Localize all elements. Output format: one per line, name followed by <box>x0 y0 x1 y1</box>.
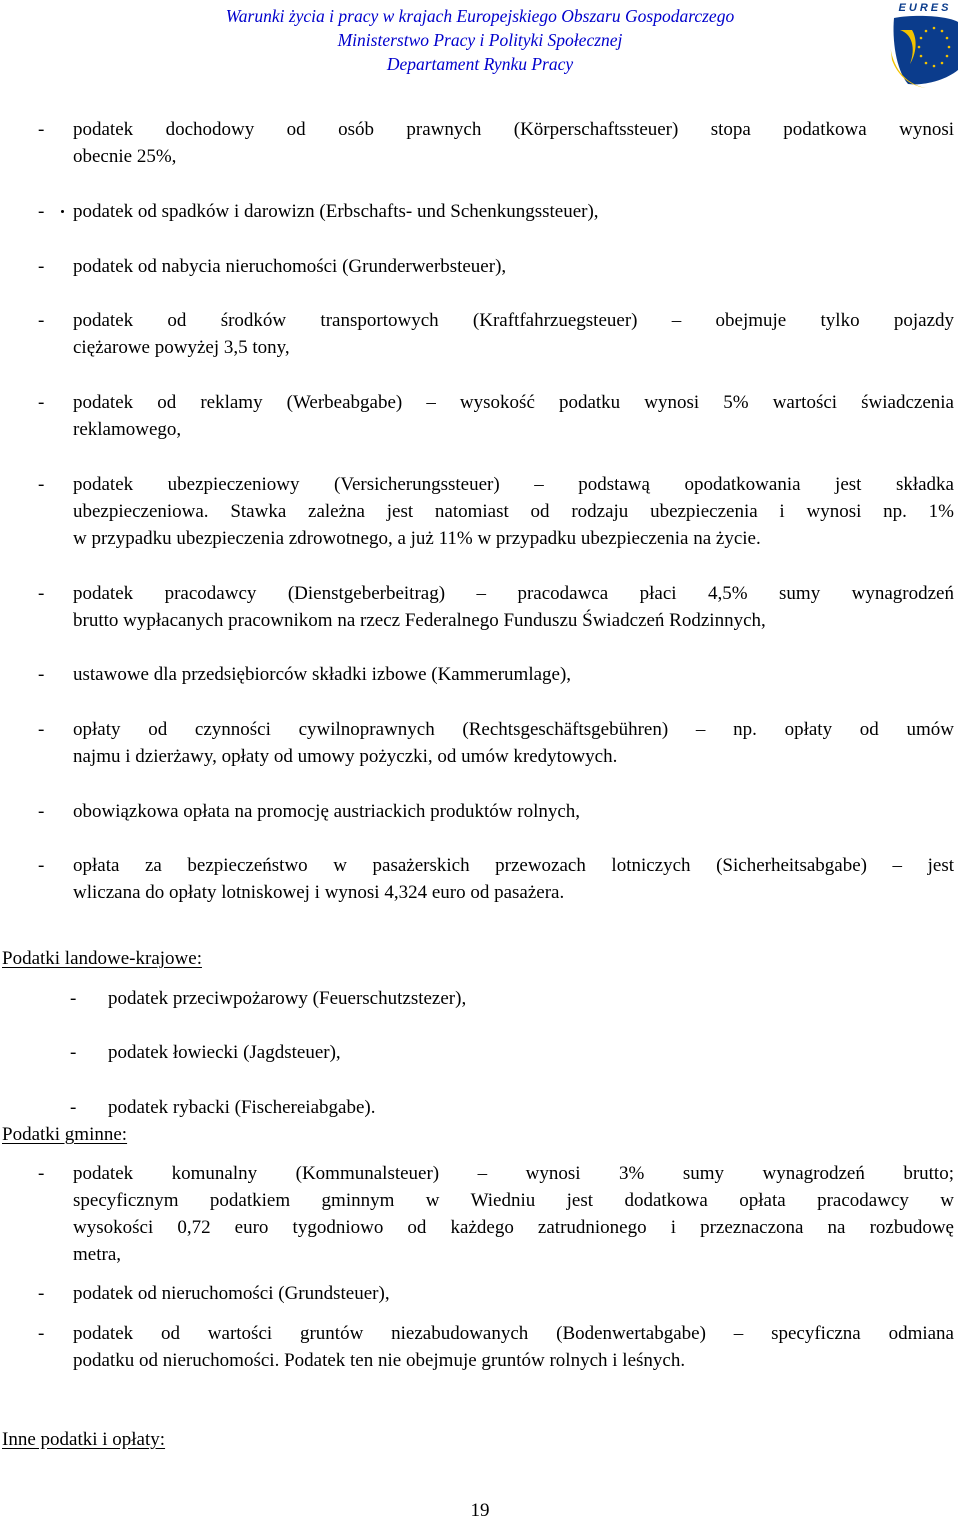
list-dash: - <box>70 988 77 1009</box>
list-line: podatek dochodowy od osób prawnych (Körperschaftssteuer) stopa podatkowa wynosi <box>73 119 954 140</box>
list-line: podatek od reklamy (Werbeabgabe) – wysokość podatku wynosi 5% wartości świadczenia <box>73 392 954 413</box>
list-line: wysokości 0,72 euro tygodniowo od każdego zatrudnionego i przeznaczona na rozbudowę <box>73 1217 954 1238</box>
list-dash: - <box>70 1042 77 1063</box>
list-line: podatek od nabycia nieruchomości (Grunderwerbsteuer), <box>73 256 507 277</box>
section-heading-landowe: Podatki landowe-krajowe: <box>2 948 202 969</box>
list-line: podatek od spadków i darowizn (Erbschafts- und Schenkungssteuer), <box>73 201 599 222</box>
eures-logo <box>886 0 960 90</box>
header-line-2: Ministerstwo Pracy i Polityki Społecznej <box>337 30 623 50</box>
list-dash: - <box>38 1283 45 1304</box>
list-line: podatek od nieruchomości (Grundsteuer), <box>73 1283 390 1304</box>
list-dash: - <box>38 201 45 222</box>
page-number: 19 <box>470 1500 490 1521</box>
list-dash: - <box>38 392 45 413</box>
list-line: podatku od nieruchomości. Podatek ten nie obejmuje gruntów rolnych i leśnych. <box>73 1350 686 1371</box>
section-heading-gminne: Podatki gminne: <box>2 1124 128 1145</box>
list-line: podatek pracodawcy (Dienstgeberbeitrag) – pracodawca płaci 4,5% sumy wynagrodzeń <box>73 583 954 604</box>
list-line: opłaty od czynności cywilnoprawnych (Rechtsgeschäftsgebühren) – np. opłaty od umów <box>73 719 954 740</box>
header-line-3: Departament Rynku Pracy <box>386 54 574 74</box>
list-line: specyficznym podatkiem gminnym w Wiedniu jest dodatkowa opłata pracodawcy w <box>73 1190 954 1211</box>
list-line: opłata za bezpieczeństwo w pasażerskich przewozach lotniczych (Sicherheitsabgabe) – jest <box>73 855 954 876</box>
list-line: podatek od wartości gruntów niezabudowanych (Bodenwertabgabe) – specyficzna odmiana <box>73 1323 954 1344</box>
list-line: w przypadku ubezpieczenia zdrowotnego, a już 11% w przypadku ubezpieczenia na życie. <box>73 528 761 549</box>
list-dash: - <box>38 583 45 604</box>
list-dash: - <box>38 256 45 277</box>
list-line: podatek łowiecki (Jagdsteuer), <box>108 1042 341 1063</box>
list-dash: - <box>70 1097 77 1118</box>
list-dash: - <box>38 801 45 822</box>
list-line: podatek rybacki (Fischereiabgabe). <box>108 1097 376 1118</box>
list-line: podatek przeciwpożarowy (Feuerschutzstezer), <box>108 988 467 1009</box>
list-line: obowiązkowa opłata na promocję austriackich produktów rolnych, <box>73 801 581 822</box>
list-line: najmu i dzierżawy, opłaty od umowy pożyczki, od umów kredytowych. <box>73 746 618 767</box>
list-line: reklamowego, <box>73 419 182 440</box>
page-header <box>150 4 810 76</box>
list-line: ustawowe dla przedsiębiorców składki izbowe (Kammerumlage), <box>73 664 572 685</box>
list-line: wliczana do opłaty lotniskowej i wynosi 4,324 euro od pasażera. <box>73 882 565 903</box>
list-line: metra, <box>73 1244 122 1265</box>
list-dash: - <box>38 310 45 331</box>
section-heading-inne: Inne podatki i opłaty: <box>2 1429 166 1450</box>
eures-logo-text: EURES <box>898 2 952 14</box>
list-dash: - <box>38 719 45 740</box>
header-line-1: Warunki życia i pracy w krajach Europejskiego Obszaru Gospodarczego <box>225 6 735 26</box>
list-dash: - <box>38 664 45 685</box>
list-dash: - <box>38 119 45 140</box>
list-line: obecnie 25%, <box>73 146 177 167</box>
list-line: podatek komunalny (Kommunalsteuer) – wynosi 3% sumy wynagrodzeń brutto; <box>73 1163 954 1184</box>
list-dash: - <box>38 474 45 495</box>
list-line: ubezpieczeniowa. Stawka zależna jest natomiast od rodzaju ubezpieczenia i wynosi np. 1% <box>73 501 954 522</box>
stray-dot <box>61 210 64 213</box>
list-line: ciężarowe powyżej 3,5 tony, <box>73 337 290 358</box>
list-line: brutto wypłacanych pracownikom na rzecz Federalnego Funduszu Świadczeń Rodzinnych, <box>73 610 766 631</box>
list-dash: - <box>38 1323 45 1344</box>
list-dash: - <box>38 1163 45 1184</box>
list-line: podatek od środków transportowych (Kraftfahrzuegsteuer) – obejmuje tylko pojazdy <box>73 310 954 331</box>
list-line: podatek ubezpieczeniowy (Versicherungssteuer) – podstawą opodatkowania jest składka <box>73 474 954 495</box>
list-dash: - <box>38 855 45 876</box>
